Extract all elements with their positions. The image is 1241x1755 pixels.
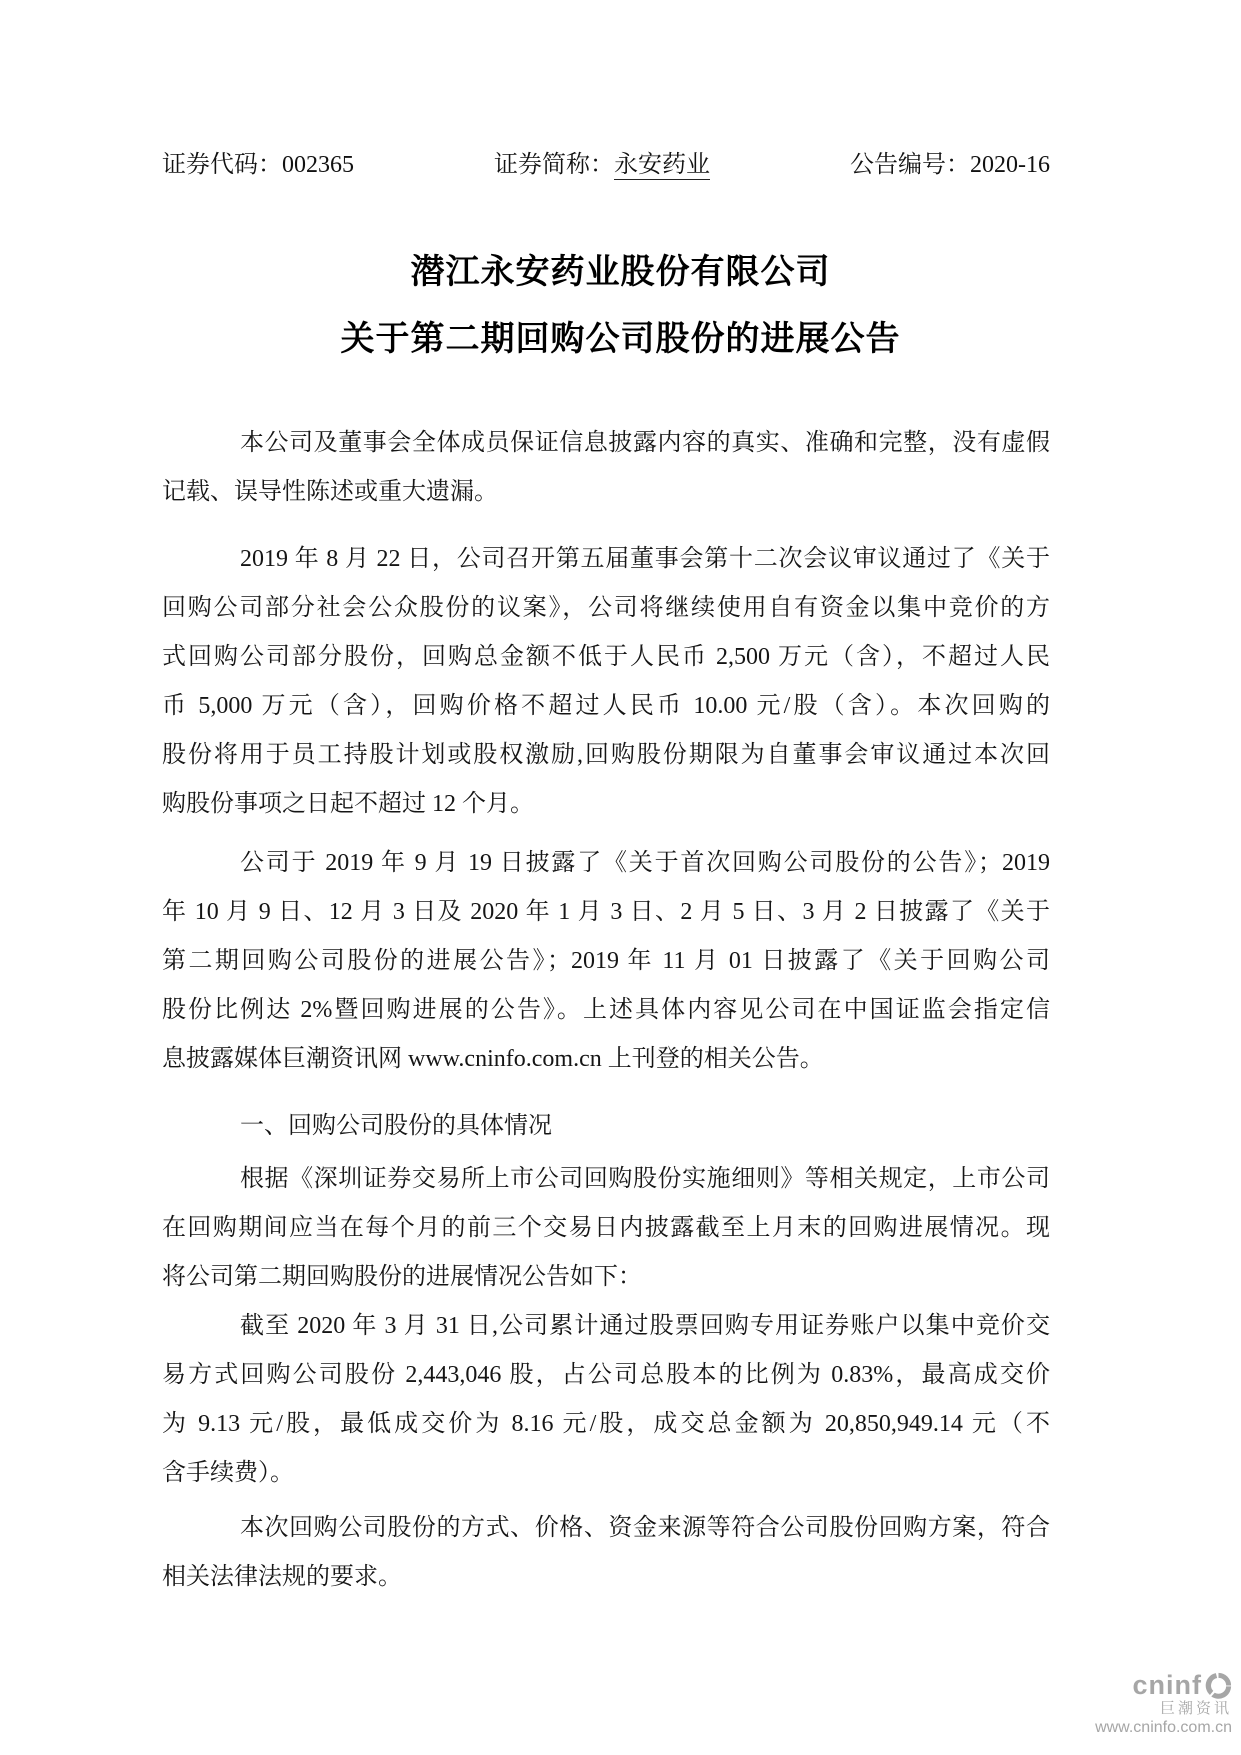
- body-line: 为 9.13 元/股，最低成交价为 8.16 元/股，成交总金额为 20,850,949.14 元（不: [162, 1411, 1050, 1437]
- stock-name: [494, 150, 710, 180]
- document-body: [162, 419, 1050, 1602]
- cninfo-brand-name: 巨潮资讯: [1159, 1700, 1232, 1718]
- body-line: 含手续费）。: [162, 1460, 294, 1486]
- cninfo-watermark: [1095, 1671, 1232, 1737]
- body-line: 将公司第二期回购股份的进展情况公告如下：: [162, 1264, 642, 1290]
- cninfo-logo: [1133, 1671, 1233, 1699]
- body-line: 式回购公司部分股份，回购总金额不低于人民币 2,500 万元（含），不超过人民: [162, 644, 1050, 670]
- body-line: 公司于 2019 年 9 月 19 日披露了《关于首次回购公司股份的公告》；2019: [240, 850, 1050, 876]
- stock-code: 证券代码：002365: [162, 152, 354, 178]
- section-heading-line: 一、回购公司股份的具体情况: [240, 1113, 552, 1139]
- section-1-heading: [162, 1102, 1050, 1151]
- body-line: 息披露媒体巨潮资讯网 www.cninfo.com.cn 上刊登的相关公告。: [162, 1046, 824, 1072]
- body-line: 第二期回购公司股份的进展公告》；2019 年 11 月 01 日披露了《关于回购公司: [162, 948, 1050, 974]
- disclaimer-paragraph: [162, 419, 1050, 517]
- body-line: 购股份事项之日起不超过 12 个月。: [162, 791, 534, 817]
- body-line: 本次回购公司股份的方式、价格、资金来源等符合公司股份回购方案，符合: [240, 1515, 1050, 1541]
- body-line: 根据《深圳证券交易所上市公司回购股份实施细则》等相关规定，上市公司: [240, 1166, 1050, 1192]
- body-line: 币 5,000 万元（含），回购价格不超过人民币 10.00 元/股（含）。本次回购的: [162, 693, 1050, 719]
- cninfo-logo-text: cninf: [1132, 1670, 1202, 1701]
- board-resolution-paragraph: [162, 535, 1050, 829]
- body-line: 年 10 月 9 日、12 月 3 日及 2020 年 1 月 3 日、2 月 5 日、3 月 2 日披露了《关于: [162, 899, 1050, 925]
- announcement-number: 公告编号：2020-16: [850, 152, 1050, 178]
- rules-basis-paragraph: [162, 1155, 1050, 1302]
- document-subtitle: 关于第二期回购公司股份的进展公告: [340, 320, 901, 358]
- document-title-block: [0, 252, 1241, 359]
- cninfo-swirl-icon: [1205, 1672, 1232, 1699]
- cninfo-url: www.cninfo.com.cn: [1095, 1719, 1232, 1737]
- disclosure-history-paragraph: [162, 839, 1050, 1084]
- buyback-progress-paragraph: [162, 1302, 1050, 1498]
- compliance-paragraph: [162, 1504, 1050, 1602]
- body-line: 在回购期间应当在每个月的前三个交易日内披露截至上月末的回购进展情况。现: [162, 1215, 1050, 1241]
- body-line: 本公司及董事会全体成员保证信息披露内容的真实、准确和完整，没有虚假: [240, 430, 1050, 456]
- stock-name-label: 证券简称：: [494, 152, 614, 178]
- document-header: [162, 150, 1050, 180]
- stock-name-value: 永安药业: [614, 152, 710, 178]
- document-title: 潜江永安药业股份有限公司: [410, 253, 831, 291]
- body-line: 易方式回购公司股份 2,443,046 股，占公司总股本的比例为 0.83%，最高成交价: [162, 1362, 1050, 1388]
- body-line: 记载、误导性陈述或重大遗漏。: [162, 479, 498, 505]
- body-line: 股份将用于员工持股计划或股权激励,回购股份期限为自董事会审议通过本次回: [162, 742, 1050, 768]
- body-line: 2019 年 8 月 22 日，公司召开第五届董事会第十二次会议审议通过了《关于: [240, 546, 1050, 572]
- body-line: 股份比例达 2%暨回购进展的公告》。上述具体内容见公司在中国证监会指定信: [162, 997, 1050, 1023]
- body-line: 截至 2020 年 3 月 31 日,公司累计通过股票回购专用证券账户以集中竞价交: [240, 1313, 1050, 1339]
- body-line: 回购公司部分社会公众股份的议案》，公司将继续使用自有资金以集中竞价的方: [162, 595, 1050, 621]
- body-line: 相关法律法规的要求。: [162, 1564, 402, 1590]
